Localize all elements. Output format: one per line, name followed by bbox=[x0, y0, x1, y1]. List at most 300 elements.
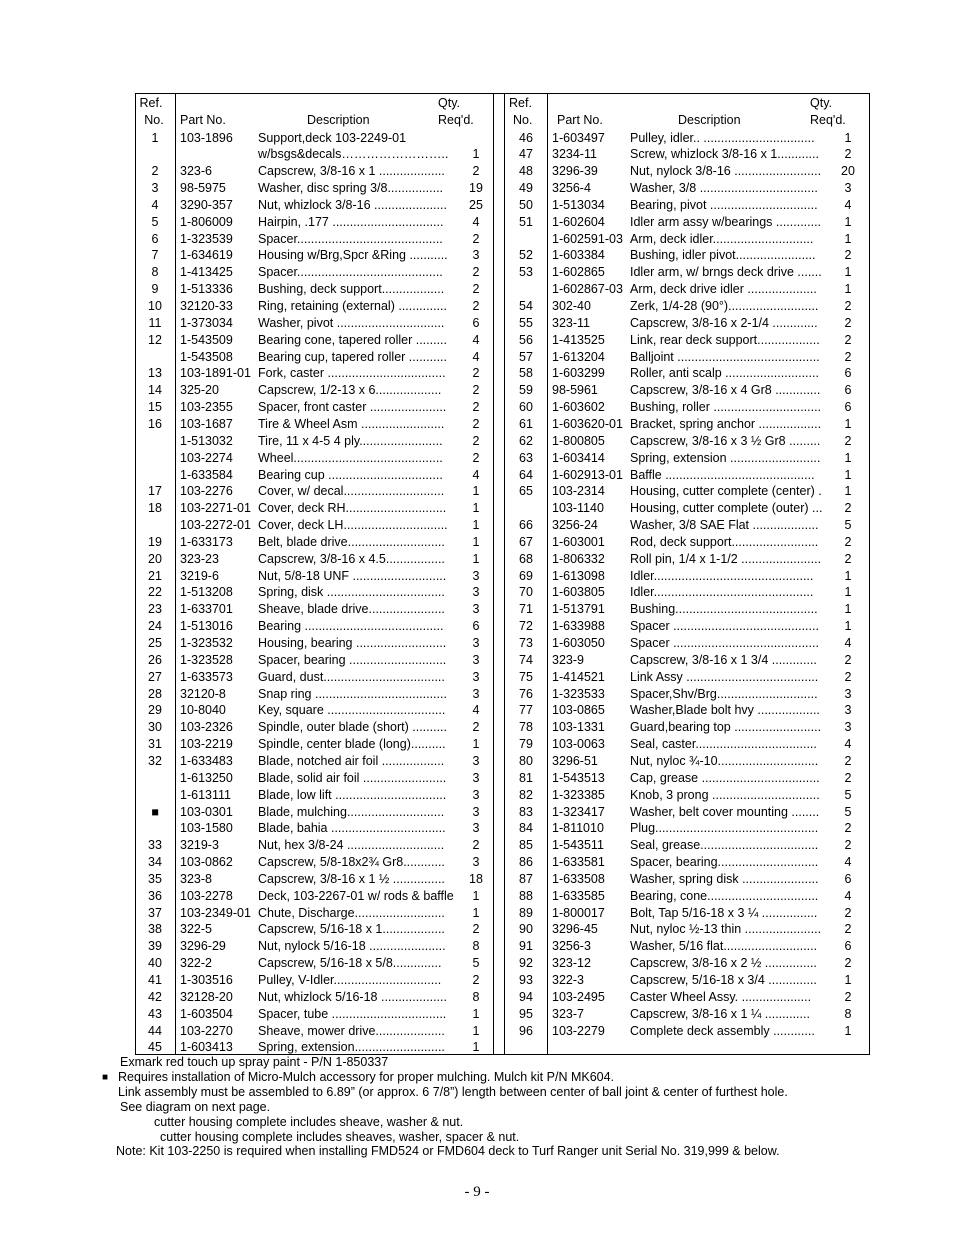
description: Capscrew, 1/2-13 x 6................... bbox=[258, 383, 442, 398]
part-number: 103-0301 bbox=[180, 804, 233, 819]
description: Screw, whizlock 3/8-16 x 1............ bbox=[630, 147, 819, 162]
quantity: 1 bbox=[844, 130, 852, 145]
quantity: 2 bbox=[844, 501, 852, 516]
description: Washer, 3/8 SAE Flat ................... bbox=[630, 518, 819, 533]
table-row bbox=[136, 450, 871, 467]
table-row bbox=[136, 804, 871, 821]
description: Cap, grease .................................. bbox=[630, 770, 820, 785]
ref-number: 55 bbox=[519, 315, 533, 330]
description: Seal, caster................................... bbox=[630, 737, 817, 752]
description: Spacer.......................................... bbox=[258, 231, 443, 246]
quantity: 3 bbox=[472, 585, 480, 600]
part-number: 98-5975 bbox=[180, 181, 226, 196]
ref-number: 4 bbox=[151, 197, 159, 212]
description: Deck, 103-2267-01 w/ rods & baffle bbox=[258, 888, 454, 903]
quantity: 2 bbox=[844, 248, 852, 263]
description: Spacer, front caster ...................... bbox=[258, 400, 447, 415]
part-number: 103-2276 bbox=[180, 484, 233, 499]
part-number: 3234-11 bbox=[552, 147, 597, 162]
part-number: 103-2355 bbox=[180, 400, 233, 415]
description: Fork, caster .................................. bbox=[258, 366, 446, 381]
ref-number: 33 bbox=[148, 838, 162, 853]
quantity: 2 bbox=[472, 838, 480, 853]
quantity: 2 bbox=[844, 652, 852, 667]
table-row bbox=[136, 989, 871, 1006]
quantity: 4 bbox=[472, 214, 480, 229]
quantity: 25 bbox=[469, 197, 483, 212]
ref-number: ■ bbox=[151, 804, 159, 819]
part-header: Part No. bbox=[557, 113, 603, 127]
ref-number: 18 bbox=[148, 501, 162, 516]
part-number: 3219-6 bbox=[180, 568, 219, 583]
description: Hairpin, .177 ................................ bbox=[258, 214, 444, 229]
table-row bbox=[136, 719, 871, 736]
ref-number: 82 bbox=[519, 787, 533, 802]
parts-list-table bbox=[135, 93, 870, 1055]
description: Bearing, pivot ............................... bbox=[630, 197, 818, 212]
quantity: 5 bbox=[844, 804, 852, 819]
part-number: 1-602867-03 bbox=[552, 282, 623, 297]
part-number: 1-603805 bbox=[552, 585, 605, 600]
quantity: 6 bbox=[844, 383, 852, 398]
part-number: 1-603413 bbox=[180, 1040, 233, 1055]
ref-number: 8 bbox=[151, 265, 159, 280]
quantity: 1 bbox=[844, 568, 852, 583]
ref-number: 5 bbox=[151, 214, 159, 229]
ref-number: 34 bbox=[148, 855, 162, 870]
quantity: 4 bbox=[844, 737, 852, 752]
part-number: 1-543508 bbox=[180, 349, 233, 364]
part-number: 323-6 bbox=[180, 164, 212, 179]
description: Spacer,Shv/Brg............................. bbox=[630, 686, 818, 701]
description: Spacer, bearing ............................ bbox=[258, 652, 447, 667]
table-row bbox=[136, 551, 871, 568]
table-row bbox=[136, 264, 871, 281]
part-number: 1-513032 bbox=[180, 433, 233, 448]
part-header: Part No. bbox=[180, 113, 226, 127]
description: Capscrew, 5/16-18 x 3/4 .............. bbox=[630, 973, 817, 987]
table-row bbox=[136, 854, 871, 871]
description: Bearing cup, tapered roller ........... bbox=[258, 349, 447, 364]
quantity: 3 bbox=[472, 686, 480, 701]
part-number: 103-1687 bbox=[180, 416, 233, 431]
table-row bbox=[136, 584, 871, 601]
ref-number: 23 bbox=[148, 602, 162, 617]
qty-header: Req'd. bbox=[810, 113, 846, 127]
description: Capscrew, 3/8-16 x 4 Gr8 ............. bbox=[630, 383, 821, 398]
description: Bearing, cone................................ bbox=[630, 888, 819, 903]
quantity: 4 bbox=[844, 197, 852, 212]
part-number: 3219-3 bbox=[180, 838, 219, 853]
part-number: 32120-33 bbox=[180, 299, 233, 313]
quantity: 1 bbox=[472, 534, 480, 549]
part-number: 1-603299 bbox=[552, 366, 605, 381]
quantity: 1 bbox=[472, 484, 480, 499]
ref-number: 31 bbox=[148, 737, 162, 752]
quantity: 2 bbox=[472, 383, 480, 398]
part-number: 103-0063 bbox=[552, 737, 605, 752]
description: Baffle ........................................... bbox=[630, 467, 815, 482]
paint-note: Exmark red touch up spray paint - P/N 1-850337 bbox=[120, 1055, 389, 1069]
description: Bushing, deck support.................. bbox=[258, 282, 445, 297]
description: Arm, deck drive idler .................... bbox=[630, 282, 817, 297]
description: Bearing cone, tapered roller ......... bbox=[258, 332, 447, 347]
quantity: 2 bbox=[844, 147, 852, 162]
description: Bearing cup ................................. bbox=[258, 467, 443, 482]
table-row bbox=[136, 180, 871, 197]
description: Roller, anti scalp ........................... bbox=[630, 366, 819, 381]
part-number: 1-603414 bbox=[552, 450, 605, 465]
ref-number: 29 bbox=[148, 703, 162, 718]
quantity: 3 bbox=[472, 770, 480, 785]
ref-number: 7 bbox=[151, 248, 159, 263]
description: Spacer, tube ................................. bbox=[258, 1006, 447, 1021]
ref-number: 39 bbox=[148, 939, 162, 954]
ref-number: 37 bbox=[148, 905, 162, 920]
ref-number: 48 bbox=[519, 164, 533, 179]
quantity: 3 bbox=[472, 787, 480, 802]
quantity: 2 bbox=[472, 299, 480, 313]
description: Guard, dust................................... bbox=[258, 669, 445, 684]
ref-number: 61 bbox=[519, 416, 533, 431]
quantity: 1 bbox=[844, 484, 852, 499]
ref-number: 2 bbox=[151, 164, 159, 179]
quantity: 3 bbox=[472, 602, 480, 617]
part-number: 3296-29 bbox=[180, 939, 226, 954]
quantity: 2 bbox=[844, 753, 852, 768]
ref-number: 67 bbox=[519, 534, 533, 549]
ref-number: 38 bbox=[148, 922, 162, 937]
part-number: 103-1331 bbox=[552, 720, 605, 735]
part-number: 103-2271-01 bbox=[180, 501, 251, 516]
ref-number: 90 bbox=[519, 922, 533, 937]
description: Nut, whizlock 5/16-18 ................... bbox=[258, 989, 447, 1004]
description: Capscrew, 5/16-18 x 1.................. bbox=[258, 922, 445, 937]
part-number: 1-323417 bbox=[552, 804, 605, 819]
description: Bracket, spring anchor .................. bbox=[630, 416, 822, 431]
part-number: 1-633573 bbox=[180, 669, 233, 684]
quantity: 1 bbox=[844, 619, 852, 634]
part-number: 1-602913-01 bbox=[552, 467, 623, 482]
table-row bbox=[136, 972, 871, 989]
part-number: 1-603001 bbox=[552, 534, 605, 549]
quantity: 2 bbox=[472, 366, 480, 381]
description: Capscrew, 3/8-16 x 4.5................. bbox=[258, 551, 445, 566]
part-number: 1-513034 bbox=[552, 197, 605, 212]
table-row bbox=[136, 467, 871, 484]
part-number: 32120-8 bbox=[180, 686, 226, 701]
description: Rod, deck support......................... bbox=[630, 534, 819, 549]
quantity: 1 bbox=[844, 450, 852, 465]
quantity: 3 bbox=[472, 804, 480, 819]
ref-number: 10 bbox=[148, 299, 162, 313]
ref-number: 45 bbox=[148, 1040, 162, 1055]
table-row bbox=[136, 938, 871, 955]
quantity: 3 bbox=[844, 703, 852, 718]
description: Tire & Wheel Asm ........................ bbox=[258, 416, 445, 431]
description: Capscrew, 5/16-18 x 5/8.............. bbox=[258, 956, 442, 971]
table-row bbox=[136, 298, 871, 315]
quantity: 5 bbox=[844, 787, 852, 802]
ref-number: 16 bbox=[148, 416, 162, 431]
ref-number: 1 bbox=[151, 130, 159, 145]
description: Balljoint ......................................... bbox=[630, 349, 820, 364]
ref-number: 6 bbox=[151, 231, 159, 246]
description: Cover, deck RH............................. bbox=[258, 501, 447, 516]
description: Guard,bearing top ......................... bbox=[630, 720, 822, 735]
ref-number: 64 bbox=[519, 467, 533, 482]
ref-number: 43 bbox=[148, 1006, 162, 1021]
part-number: 103-2495 bbox=[552, 989, 605, 1004]
description-header: Description bbox=[307, 113, 370, 127]
table-row bbox=[136, 349, 871, 366]
table-row bbox=[136, 399, 871, 416]
description: Capscrew, 3/8-16 x 3 ½ Gr8 ......... bbox=[630, 433, 821, 448]
table-row bbox=[136, 130, 871, 147]
description: Seal, grease.................................. bbox=[630, 838, 819, 853]
quantity: 3 bbox=[472, 669, 480, 684]
part-number: 322-3 bbox=[552, 973, 584, 987]
ref-number: 52 bbox=[519, 248, 533, 263]
part-number: 1-603504 bbox=[180, 1006, 233, 1021]
quantity: 4 bbox=[844, 888, 852, 903]
part-number: 1-413425 bbox=[180, 265, 233, 280]
description: Cover, w/ decal............................. bbox=[258, 484, 445, 499]
description: Spacer, bearing............................. bbox=[630, 855, 819, 870]
part-number: 1-543513 bbox=[552, 770, 605, 785]
quantity: 2 bbox=[472, 973, 480, 987]
description: Plug............................................... bbox=[630, 821, 819, 836]
ref-number: 40 bbox=[148, 956, 162, 971]
ref-number: 14 bbox=[148, 383, 162, 398]
part-number: 1-633581 bbox=[552, 855, 605, 870]
description: Spacer .......................................... bbox=[630, 619, 819, 634]
quantity: 2 bbox=[844, 433, 852, 448]
part-number: 1-633584 bbox=[180, 467, 233, 482]
ref-number: 3 bbox=[151, 181, 159, 196]
ref-number: 93 bbox=[519, 973, 533, 987]
table-row bbox=[136, 1023, 871, 1040]
description: Nut, hex 3/8-24 ............................ bbox=[258, 838, 445, 853]
table-row bbox=[136, 214, 871, 231]
quantity: 3 bbox=[472, 753, 480, 768]
ref-number: 24 bbox=[148, 619, 162, 634]
description: Support,deck 103-2249-01 bbox=[258, 130, 407, 145]
table-row bbox=[136, 736, 871, 753]
part-number: 302-40 bbox=[552, 299, 591, 313]
description: Sheave, mower drive.................... bbox=[258, 1023, 445, 1038]
ref-number: 80 bbox=[519, 753, 533, 768]
quantity: 8 bbox=[844, 1006, 852, 1021]
ref-number: 20 bbox=[148, 551, 162, 566]
quantity: 1 bbox=[472, 905, 480, 920]
part-number: 103-2270 bbox=[180, 1023, 233, 1038]
description: Knob, 3 prong ............................... bbox=[630, 787, 820, 802]
table-row bbox=[136, 382, 871, 399]
ref-number: 49 bbox=[519, 181, 533, 196]
part-number: 1-811010 bbox=[552, 821, 604, 836]
quantity: 1 bbox=[844, 467, 852, 482]
part-number: 323-23 bbox=[180, 551, 219, 566]
table-row bbox=[136, 753, 871, 770]
ref-number: 79 bbox=[519, 737, 533, 752]
table-row bbox=[136, 1006, 871, 1023]
description: Ring, retaining (external) .............. bbox=[258, 299, 447, 313]
qty-header: Qty. bbox=[438, 96, 460, 110]
description: Link Assy ...................................... bbox=[630, 669, 819, 684]
part-number: 103-2272-01 bbox=[180, 518, 251, 533]
description: Bushing, idler pivot....................... bbox=[630, 248, 816, 263]
ref-number: 77 bbox=[519, 703, 533, 718]
ref-number: 76 bbox=[519, 686, 533, 701]
description: Washer, disc spring 3/8................ bbox=[258, 181, 444, 196]
part-number: 1-613098 bbox=[552, 568, 605, 583]
ref-number: 69 bbox=[519, 568, 533, 583]
page-number: - 9 - bbox=[464, 1184, 490, 1200]
table-row bbox=[136, 652, 871, 669]
description: Spindle, outer blade (short) .......... bbox=[258, 720, 447, 735]
part-number: 1-603497 bbox=[552, 130, 605, 145]
description: Wheel........................................... bbox=[258, 450, 443, 465]
ref-number: 42 bbox=[148, 989, 162, 1004]
ref-number: 22 bbox=[148, 585, 162, 600]
ref-number: 17 bbox=[148, 484, 162, 499]
ref-number: 27 bbox=[148, 669, 162, 684]
quantity: 1 bbox=[472, 551, 480, 566]
ref-number: 30 bbox=[148, 720, 162, 735]
part-number: 1-323533 bbox=[552, 686, 605, 701]
ref-number: 85 bbox=[519, 838, 533, 853]
description: Bearing ........................................ bbox=[258, 619, 444, 634]
table-row bbox=[136, 669, 871, 686]
part-number: 1-633988 bbox=[552, 619, 605, 634]
quantity: 3 bbox=[844, 686, 852, 701]
quantity: 2 bbox=[844, 315, 852, 330]
part-number: 1-633508 bbox=[552, 871, 605, 886]
part-number: 323-8 bbox=[180, 871, 212, 886]
quantity: 1 bbox=[844, 282, 852, 297]
quantity: 1 bbox=[472, 1023, 480, 1038]
ref-number: 75 bbox=[519, 669, 533, 684]
description: Capscrew, 3/8-16 x 1 3/4 ............. bbox=[630, 652, 817, 667]
description: Blade, solid air foil ........................ bbox=[258, 770, 447, 785]
part-number: 1-303516 bbox=[180, 973, 233, 987]
part-number: 1-414521 bbox=[552, 669, 605, 684]
ref-number: 44 bbox=[148, 1023, 162, 1038]
ref-number: 96 bbox=[519, 1023, 533, 1038]
description: Blade, bahia ................................. bbox=[258, 821, 446, 836]
description: Bolt, Tap 5/16-18 x 3 ¼ ................ bbox=[630, 905, 818, 920]
quantity: 1 bbox=[844, 231, 852, 246]
description: Complete deck assembly ............ bbox=[630, 1023, 815, 1038]
description: Arm, deck idler............................. bbox=[630, 231, 814, 246]
description: Housing, bearing .......................... bbox=[258, 636, 447, 650]
quantity: 2 bbox=[472, 720, 480, 735]
ref-number: 89 bbox=[519, 905, 533, 920]
ref-number: 92 bbox=[519, 956, 533, 971]
ref-number: 62 bbox=[519, 433, 533, 448]
quantity: 1 bbox=[844, 265, 852, 280]
ref-number: 50 bbox=[519, 197, 533, 212]
description: Nut, nyloc ½-13 thin ...................... bbox=[630, 922, 822, 937]
part-number: 1-323539 bbox=[180, 231, 233, 246]
ref-number: 66 bbox=[519, 518, 533, 533]
part-number: 1-513208 bbox=[180, 585, 233, 600]
part-number: 1-513336 bbox=[180, 282, 233, 297]
part-number: 1-513016 bbox=[180, 619, 233, 634]
description: Nut, whizlock 3/8-16 ..................... bbox=[258, 197, 447, 212]
table-row bbox=[136, 601, 871, 618]
quantity: 3 bbox=[844, 720, 852, 735]
quantity: 2 bbox=[844, 922, 852, 937]
quantity: 1 bbox=[472, 1006, 480, 1021]
part-number: 1-633585 bbox=[552, 888, 605, 903]
quantity: 2 bbox=[844, 770, 852, 785]
description: Nut, nyloc ¾-10............................. bbox=[630, 753, 819, 768]
quantity: 2 bbox=[844, 821, 852, 836]
ref-number: 12 bbox=[148, 332, 162, 347]
ref-number: 86 bbox=[519, 855, 533, 870]
table-row bbox=[136, 837, 871, 854]
quantity: 2 bbox=[844, 534, 852, 549]
description: Washer,Blade bolt hvy .................. bbox=[630, 703, 820, 718]
description: Blade, notched air foil .................. bbox=[258, 753, 445, 768]
part-number: 1-323528 bbox=[180, 652, 233, 667]
table-row bbox=[136, 231, 871, 248]
quantity: 1 bbox=[844, 602, 852, 617]
part-number: 1-543509 bbox=[180, 332, 233, 347]
description: Blade, mulching............................ bbox=[258, 804, 445, 819]
description: Washer, 5/16 flat........................... bbox=[630, 939, 818, 954]
ref-number: 36 bbox=[148, 888, 162, 903]
ref-header: Ref. bbox=[509, 96, 532, 110]
quantity: 1 bbox=[472, 888, 480, 903]
part-number: 1-413525 bbox=[552, 332, 605, 347]
table-row bbox=[136, 568, 871, 585]
part-number: 323-12 bbox=[552, 956, 591, 971]
part-number: 322-2 bbox=[180, 956, 212, 971]
ref-number: 11 bbox=[148, 315, 162, 330]
part-number: 1-613111 bbox=[180, 787, 231, 802]
ref-number: 84 bbox=[519, 821, 533, 836]
ref-number: 47 bbox=[519, 147, 533, 162]
table-row bbox=[136, 905, 871, 922]
ref-number: 35 bbox=[148, 871, 162, 886]
cutter-note: cutter housing complete includes sheaves, washer, spacer & nut. bbox=[160, 1130, 520, 1144]
ref-number: 72 bbox=[519, 619, 533, 634]
quantity: 1 bbox=[472, 1040, 480, 1055]
ref-number: 53 bbox=[519, 265, 533, 280]
description: Idler.............................................. bbox=[630, 585, 814, 600]
quantity: 2 bbox=[844, 332, 852, 347]
quantity: 5 bbox=[844, 518, 852, 533]
quantity: 5 bbox=[472, 956, 480, 971]
table-row bbox=[136, 500, 871, 517]
quantity: 6 bbox=[472, 315, 480, 330]
table-row bbox=[136, 517, 871, 534]
part-number: 323-7 bbox=[552, 1006, 584, 1021]
description: Bushing, roller ............................... bbox=[630, 400, 822, 415]
ref-number: 68 bbox=[519, 551, 533, 566]
description: Spindle, center blade (long).......... bbox=[258, 737, 446, 752]
part-number: 1-603384 bbox=[552, 248, 605, 263]
description: Roll pin, 1/4 x 1-1/2 ....................... bbox=[630, 551, 822, 566]
part-number: 103-2278 bbox=[180, 888, 233, 903]
part-number: 32128-20 bbox=[180, 989, 233, 1004]
ref-number: 71 bbox=[519, 602, 533, 617]
table-row bbox=[136, 888, 871, 905]
ref-number: 51 bbox=[519, 214, 533, 229]
